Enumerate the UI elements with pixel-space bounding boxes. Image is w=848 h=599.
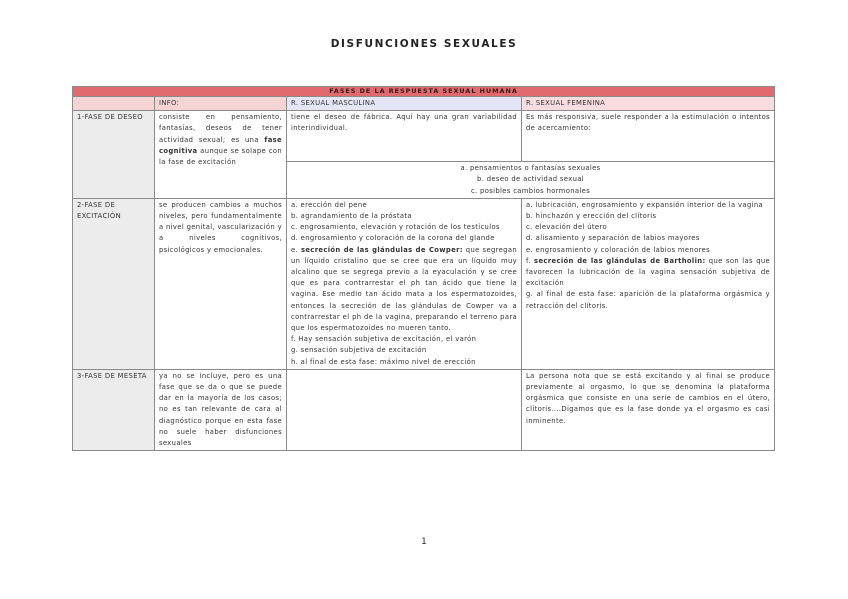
table-row — [73, 369, 775, 450]
list-item: c. engrosamiento, elevación y rotación de los testículos — [291, 223, 500, 232]
info-excitacion: se producen cambios a muchos niveles, pero fundamentalmente a nivel genital, vascularización y a niveles cognitivos, psicológicos y emocionales. — [155, 198, 287, 369]
list-item: e. engrosamiento y coloración de labios menores — [526, 245, 710, 254]
header-empty-cell — [73, 97, 155, 111]
table-row — [73, 198, 775, 369]
list-item: f. Hay sensación subjetiva de excitación, el varón — [291, 335, 477, 344]
header-info: INFO: — [155, 97, 287, 111]
list-item: e. secreción de las glándulas de Cowper: que segregan un líquido cristalino que se cree que era un líquido muy alcalino que se segrega previo a la eyaculación y se cree que es para contrarrestar el ph tan ácido que tiene la vagina. Ese medio tan ácido mata a los espermatozoides, entonces la secreción de las glándulas de Cowper va a contrarrestar el ph de la vagina, preparando el terreno para que los espermatozoides no mueren tanto. — [291, 245, 517, 333]
bold-term: secreción de las glándulas de Bartholin: — [534, 256, 706, 265]
header-female: R. SEXUAL FEMENINA — [522, 97, 775, 111]
list-item: f. secreción de las glándulas de Bartholin: que son las que favorecen la lubricación de la vagina sensación subjetiva de excitación — [526, 256, 771, 288]
table-banner-row — [73, 87, 775, 97]
table-row — [73, 111, 775, 162]
male-meseta — [287, 369, 522, 450]
phases-table — [72, 86, 775, 451]
bold-term: secreción de las glándulas de Cowper: — [300, 245, 463, 254]
bold-term: fase cognitiva — [159, 135, 282, 155]
list-item: d. engrosamiento y coloración de la corona del glande — [291, 234, 495, 243]
table-banner: FASES DE LA RESPUESTA SEXUAL HUMANA — [73, 87, 775, 97]
phase-label-meseta: 3-FASE DE MESETA — [73, 369, 155, 450]
list-item: g. sensación subjetiva de excitación — [291, 346, 427, 355]
list-item: h. al final de esta fase: máximo nivel de erección — [291, 357, 476, 366]
list-item: c. posibles cambios hormonales — [470, 186, 591, 195]
list-item: b. deseo de actividad sexual — [477, 175, 584, 184]
phase-label-excitacion: 2-FASE DE EXCITACIÓN — [73, 198, 155, 369]
male-excitacion — [287, 198, 522, 369]
info-deseo: consiste en pensamiento, fantasías, deseos de tener actividad sexual; es una fase cognitiva aunque se solape con la fase de excitación — [155, 111, 287, 199]
list-item: g. al final de esta fase: aparición de la plataforma orgásmica y retracción del clítoris. — [526, 290, 771, 310]
list-item: b. agrandamiento de la próstata — [291, 212, 412, 221]
page-number: 1 — [421, 537, 427, 547]
info-meseta: ya no se incluye, pero es una fase que se da o que se puede dar en la mayoría de los casos; no es tan relevante de cara al diagnóstico porque en esta fase no suele haber disfunciones sexuales — [155, 369, 287, 450]
table-header-row — [73, 97, 775, 111]
shared-deseo-list — [287, 162, 775, 199]
list-item: d. alisamiento y separación de labios mayores — [526, 234, 700, 243]
female-meseta: La persona nota que se está excitando y al final se produce previamente al orgasmo, lo que se denomina la plataforma orgásmica que consiste en una serie de cambios en el útero, clítoris....Digamos que es la fase donde ya el orgasmo es casi inminente. — [522, 369, 775, 450]
list-item: b. hinchazón y erección del clítoris — [526, 212, 657, 221]
header-male: R. SEXUAL MASCULINA — [287, 97, 522, 111]
female-excitacion — [522, 198, 775, 369]
list-item: a. pensamientos o fantasías sexuales — [460, 164, 601, 173]
female-deseo: Es más responsiva, suele responder a la estimulación o intentos de acercamiento: — [522, 111, 775, 162]
phase-label-deseo: 1-FASE DE DESEO — [73, 111, 155, 199]
list-item: a. lubricación, engrosamiento y expansión interior de la vagina — [526, 200, 764, 209]
list-item: c. elevación del útero — [526, 223, 607, 232]
document-title: DISFUNCIONES SEXUALES — [330, 38, 518, 50]
list-item: a. erección del pene — [291, 200, 368, 209]
male-deseo: tiene el deseo de fábrica. Aquí hay una gran variabilidad interindividual. — [287, 111, 522, 162]
